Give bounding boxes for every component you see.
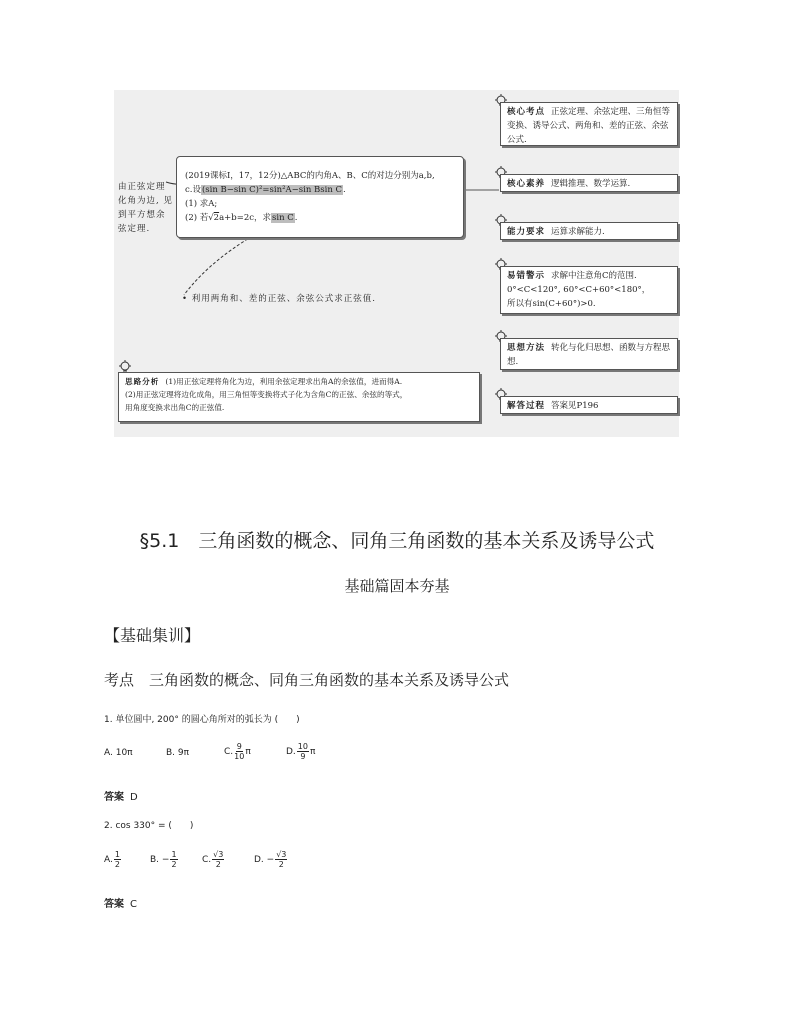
card-title: 核心考点 — [507, 107, 546, 117]
card-text: 0°<C<120°, 60°<C+60°<180°， — [507, 285, 651, 295]
bottom-note-text: 利用两角和、差的正弦、余弦公式求正弦值. — [191, 294, 376, 304]
card-error-warning — [500, 266, 678, 314]
card-title: 易错警示 — [507, 271, 546, 281]
denominator: 2 — [114, 860, 120, 869]
mind-map-figure — [114, 90, 679, 437]
numerator: 1 — [114, 850, 120, 859]
q1-option-c — [224, 742, 251, 761]
page-subtitle: 基础篇固本夯基 — [344, 577, 450, 595]
card-core-points — [500, 102, 678, 146]
problem-text: . — [294, 213, 298, 223]
numerator: 9 — [236, 742, 242, 751]
problem-text: (2) 若 — [185, 213, 209, 223]
card-text: 答案见P196 — [551, 401, 599, 411]
denominator: 2 — [215, 860, 221, 869]
card-text: 所以有sin(C+60°)>0. — [507, 299, 596, 309]
answer-label: 答案 — [104, 792, 124, 803]
card-text: 用角度变换求出角C的正弦值. — [125, 403, 225, 412]
question-1-stem: 1. 单位圆中, 200° 的圆心角所对的弧长为 ( ) — [104, 715, 300, 725]
q1-answer — [104, 788, 138, 803]
problem-highlight: (sin B−sin C)²=sin²A−sin Bsin C — [201, 185, 343, 195]
q2-option-d — [254, 850, 288, 869]
card-title: 能力要求 — [507, 227, 546, 237]
problem-text: △ABC的内角A、B、C的对边分别为a,b, — [280, 171, 435, 181]
fraction — [170, 850, 177, 869]
card-text: 逻辑推理、数学运算. — [551, 179, 631, 189]
left-note — [118, 180, 178, 236]
card-text: 求解中注意角C的范围. — [551, 271, 637, 281]
page-title: §5.1 三角函数的概念、同角三角函数的基本关系及诱导公式 — [139, 530, 655, 552]
card-analysis — [118, 372, 480, 422]
card-title: 解答过程 — [507, 401, 546, 411]
fraction — [114, 850, 121, 869]
answer-label: 答案 — [104, 899, 124, 910]
problem-line-3: (1) 求A; — [185, 199, 218, 209]
card-thinking-method — [500, 338, 678, 370]
left-note-line: 到平方想余 — [118, 210, 166, 220]
q2-option-a — [104, 850, 122, 869]
card-core-literacy — [500, 174, 678, 192]
problem-line-1 — [185, 169, 455, 183]
card-solution — [500, 396, 678, 414]
q2-option-b — [150, 850, 179, 869]
topic-heading: 考点 三角函数的概念、同角三角函数的基本关系及诱导公式 — [104, 671, 510, 689]
card-text: (2)用正弦定理将边化成角，用三角恒等变换将式子化为含角C的正弦、余弦的等式， — [125, 390, 408, 399]
sqrt-value: 2 — [213, 213, 220, 223]
answer-value: C — [130, 899, 137, 910]
card-title: 核心素养 — [507, 179, 546, 189]
card-title: 思路分析 — [125, 377, 160, 386]
card-text: 运算求解能力. — [551, 227, 605, 237]
card-text: (1)用正弦定理将角化为边，利用余弦定理求出角A的余弦值，进而得A. — [165, 377, 403, 386]
numerator: 1 — [171, 850, 177, 859]
option-label: D. — [286, 746, 296, 757]
fraction — [275, 850, 287, 869]
left-note-line: 化角为边, 见 — [118, 196, 173, 206]
card-ability — [500, 222, 678, 240]
numerator: √3 — [276, 850, 287, 859]
problem-text: c.设 — [185, 185, 201, 195]
fraction — [297, 742, 309, 761]
fraction — [234, 742, 244, 761]
card-text: 正弦定理、余弦定理、三角恒等变换、诱导公式、两角和、差的正弦、余弦公式. — [507, 107, 671, 145]
denominator: 2 — [171, 860, 177, 869]
denominator: 9 — [300, 752, 306, 761]
card-text: 转化与化归思想、函数与方程思想. — [507, 343, 671, 367]
denominator: 2 — [278, 860, 284, 869]
denominator: 10 — [234, 752, 245, 761]
problem-line-2 — [185, 183, 455, 197]
q1-option-b: B. 9π — [166, 748, 190, 758]
section-heading: 【基础集训】 — [104, 626, 201, 645]
bottom-note: • 利用两角和、差的正弦、余弦公式求正弦值. — [182, 294, 376, 304]
problem-box — [176, 156, 464, 238]
fraction — [212, 850, 224, 869]
option-label: B. − — [150, 854, 170, 865]
problem-text: a+b=2c，求 — [219, 213, 272, 223]
problem-highlight: sin C — [272, 213, 294, 223]
option-label: C. — [202, 854, 212, 865]
q1-option-a: A. 10π — [104, 748, 133, 758]
option-label: A. — [104, 854, 113, 865]
option-suffix: π — [245, 746, 251, 757]
left-note-line: 由正弦定理 — [118, 182, 166, 192]
q2-answer — [104, 895, 137, 910]
problem-source: (2019课标Ⅰ，17，12分) — [185, 171, 281, 181]
option-label: C. — [224, 746, 234, 757]
numerator: 10 — [297, 742, 308, 751]
q2-option-c — [202, 850, 225, 869]
q1-option-d — [286, 742, 315, 761]
option-suffix: π — [309, 746, 316, 757]
left-note-line: 弦定理. — [118, 224, 151, 234]
option-label: D. − — [254, 854, 275, 865]
problem-line-4: (2) 若√2a+b=2c，求sin C. — [185, 213, 298, 223]
answer-value: D — [130, 792, 138, 803]
card-title: 思想方法 — [507, 343, 546, 353]
numerator: √3 — [213, 850, 224, 859]
question-2-stem: 2. cos 330° = ( ) — [104, 821, 194, 831]
problem-text: . — [343, 185, 346, 195]
